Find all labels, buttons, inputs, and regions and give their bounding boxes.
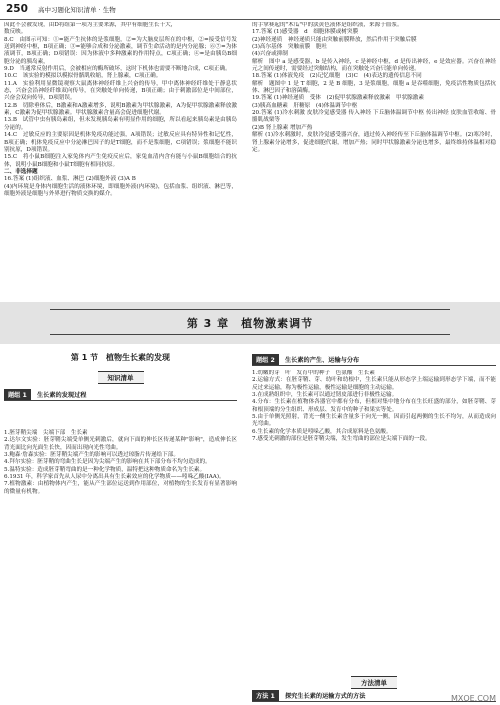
knowledge-item: 6.生长素的化学本质是吲哚乙酸，其合成原料是色氨酸。 xyxy=(252,428,392,435)
knowledge-item: 1.幼嫩的芽 叶 发育中的种子 色氨酸 生长素 xyxy=(252,370,375,376)
knowledge-list-label: 知识清单 xyxy=(98,371,144,384)
answer-column-left xyxy=(4,22,237,296)
answer-paragraph: 11.A 实验利用显微镜观察大鼠离体神经纤维上兴奋的传导，甲中离体神经纤维处于静息状态，兴奋会沿神经纤维双向传导，在突触处单向传递，B项正确；由于刺激部位是中间部位，兴奋会双向传导，D项错误。 xyxy=(4,80,237,102)
answer-paragraph: 解析 图中 a 是感受器，b 是传入神经，c 是神经中枢，d 是传出神经，e 是效应器。兴奋在神经元之间传递时，需要经过突触结构，而在突触处兴奋只能单向传递。 xyxy=(252,58,496,73)
topic-title: 探究生长素的运输方式的方法 xyxy=(285,693,366,700)
answer-paragraph: 18.答案 (1)体液免疫 (2)记忆细胞 (3)C (4)表达的遗传信息不同 xyxy=(252,73,422,80)
knowledge-item: 2.运输方式：在胚芽鞘、芽、幼叶和幼根中，生长素只能从形态学上端运输到形态学下端，而不能反过来运输，称为极性运输，极性运输是细胞的主动运输。 xyxy=(252,377,496,391)
answer-paragraph: 20.答案 (1)冷水刺激 皮肤冷觉感受器 传入神经 下丘脑体温调节中枢 传出神经 皮肤血管收缩、骨骼肌战栗等 xyxy=(252,110,496,124)
answer-paragraph: 解析 (1)冷水刺激时，皮肤冷觉感受器兴奋，通过传入神经传至下丘脑体温调节中枢。(2)寒冷时，肾上腺素分泌增多，促进细胞代谢，增加产热；同时甲状腺激素分泌也增多，最终维持体温相对稳定。 xyxy=(252,132,496,153)
section-title: 第 1 节 植物生长素的发现 xyxy=(70,353,171,362)
answer-paragraph: 15.C 将小鼠B细胞注入家兔体内产生免疫反应后，家兔血清内含有能与小鼠B细胞结合的抗体，说明小鼠B细胞和小鼠T细胞有相同抗原。 xyxy=(4,154,237,168)
running-title: 高中习题化知识清单 · 生物 xyxy=(38,6,116,14)
answer-paragraph: 解析 题图中 1 是 T 细胞，2 是 B 细胞，3 是浆细胞，细胞 a 是吞噬细胞，免疫活性物质包括抗体、淋巴因子和溶菌酶。 xyxy=(252,80,496,95)
answer-paragraph: 17.答案 (1)感受器 d 细胞体膜或树突膜 xyxy=(252,29,359,36)
answer-column-right xyxy=(252,22,496,296)
answer-paragraph: (2)B 肾上腺素 增加产热 xyxy=(252,124,313,131)
answer-paragraph: (2)神经递质 神经递质只能由突触前膜释放，然后作用于突触后膜 xyxy=(252,36,417,43)
watermark: MXQE.COM xyxy=(450,694,496,703)
knowledge-item: 1.胚芽鞘尖端 尖端下部 生长素 xyxy=(4,430,88,436)
topic-heading-2 xyxy=(252,354,496,366)
answer-paragraph: 19.答案 (1)神经递质 受体 (2)促甲状腺激素释放激素 甲状腺激素 xyxy=(252,95,424,102)
knowledge-item: 2.达尔文实验：胚芽鞘尖端受单侧光刺激后，就向下面的伸长区传递某种"影响"，造成伸长区背光面比向光面生长快，因而出现向光性弯曲。 xyxy=(4,437,237,451)
knowledge-item: 5.温特实验：造成胚芽鞘弯曲的是一种化学物质，温特把这种物质命名为生长素。 xyxy=(4,466,206,473)
knowledge-item: 7.植物激素：由植物体内产生，能从产生部位运送到作用部位，对植物的生长发育有显著影响的微量有机物。 xyxy=(4,481,237,495)
topic-title: 生长素的发现过程 xyxy=(37,392,87,399)
answer-paragraph: 16.答案 (1)组织液、血浆、淋巴 (2)细胞外液 (3)A B xyxy=(4,176,136,183)
answer-paragraph: 10.C 该实验的模拟以模拟骨骼肌收缩，肾上腺素，C项正确。 xyxy=(4,73,162,80)
method-list-heading xyxy=(252,676,496,688)
answer-paragraph: 13.B 试管中虫有胰岛素组，但未发现胰岛素有明显作用的细胞，所以看起来胰岛素是由胰岛分泌的。 xyxy=(4,117,237,131)
knowledge-item: 4.分布：生长素在植物体各器官中都有分布，但相对集中地分布在生长旺盛的部分，如胚芽鞘、芽和根顶端的分生组织、形成层、发育中的种子和果实等处。 xyxy=(252,399,496,413)
method-list-label: 方法清单 xyxy=(351,676,397,689)
answer-paragraph: 因此不会被发现，由D将组第一项为主要来源，其中有细胞生长十大， xyxy=(4,22,177,28)
knowledge-item: 3.鲍森·詹森实验：胚芽鞘尖端产生的影响可以透过琼脂片传递给下部。 xyxy=(4,452,179,459)
topic-badge: 方法 1 xyxy=(252,690,279,701)
answer-paragraph: (4)内环境是身体内细胞生活的液体环境，即细胞外液(内环境)，包括血浆、组织液、淋巴等，细胞外液是细胞与外界进行物质交换的媒介。 xyxy=(4,183,237,197)
knowledge-item: 5.由于单侧光照射，背光一侧生长素含量多于向光一侧，因而引起两侧的生长不均匀，从而造成向光弯曲。 xyxy=(252,414,496,428)
knowledge-list-heading xyxy=(4,371,237,383)
knowledge-item: 3.在成熟组织中，生长素可以通过韧皮部进行非极性运输。 xyxy=(252,392,398,399)
answer-paragraph: 14.C 过敏反应的主要原因是机体免疫功能过强，A项错误；过敏反应具有特异性和记忆性，B项正确；机体免疫反应中分泌淋巴因子的是T细胞，而不是浆细胞，C项错误；浆细胞不能识别抗原，D项错误。 xyxy=(4,132,237,153)
topic-badge: 题组 2 xyxy=(252,354,279,365)
answer-paragraph: (3)胰高血糖素 肝糖原 (4)体温调节中枢 xyxy=(252,102,358,109)
answer-paragraph: 的手掌赛起的"木瓜"中的淡黄色液体是组织液，来源于血浆。 xyxy=(252,22,403,28)
answer-paragraph: (4)兴奋或抑制 xyxy=(252,51,288,58)
chapter-banner xyxy=(0,302,500,344)
knowledge-item: 4.拜尔实验：胚芽鞘的弯曲生长是因为尖端产生的影响在其下部分布不均匀造成的。 xyxy=(4,459,211,466)
topic-badge: 题组 1 xyxy=(4,389,31,400)
page-number: 250 xyxy=(6,3,28,15)
answer-paragraph: (3)高尔基体 突触前膜 胞吐 xyxy=(252,44,328,51)
knowledge-item: 6.1931 年，科学家首先从人尿中分离出具有生长素效应的化学物质——吲哚乙酸(IAA)。 xyxy=(4,474,225,481)
answer-paragraph: 9.D 当通常反射作用后，会被相应的酶所破坏，这时下机体也需要不断地合成，C项正确。 xyxy=(4,66,231,73)
answer-paragraph: 12.B 切除垂体后，B激素和A激素增多，说明B激素为甲状腺激素，A为促甲状腺激素释放激素，C激素为促甲状腺激素。甲状腺激素含量高会促进细胞代谢。 xyxy=(4,102,237,117)
page-header xyxy=(0,0,500,20)
answer-paragraph: 8.C 由图示可知：①=能产生抗体的是浆细胞，②=为大脑皮层所在的中枢，②=接受信号发送到神经中枢，B项正确；③=能够合成和分泌激素，调节生命活动的是内分泌腺；⑥⑦=为体液调节，B项正确；D项错误：因为体液中多种激素的作用特点，C项正确；④=是由胰岛B细胞分泌的胰岛素， xyxy=(4,36,237,65)
topic-heading-1 xyxy=(4,389,237,401)
knowledge-column-right xyxy=(252,370,496,672)
chapter-title-frame xyxy=(50,309,450,335)
topic-title: 生长素的产生、运输与分布 xyxy=(285,357,360,364)
chapter-title: 第 3 章 植物激素调节 xyxy=(186,317,314,330)
answer-paragraph: 数反映。 xyxy=(4,29,27,36)
knowledge-column-left xyxy=(4,418,237,705)
section-heading: 二、非选择题 xyxy=(4,168,38,175)
knowledge-item: 7.感受光刺激的部位是胚芽鞘尖端，发生弯曲的部位是尖端下面的一段。 xyxy=(252,436,431,443)
